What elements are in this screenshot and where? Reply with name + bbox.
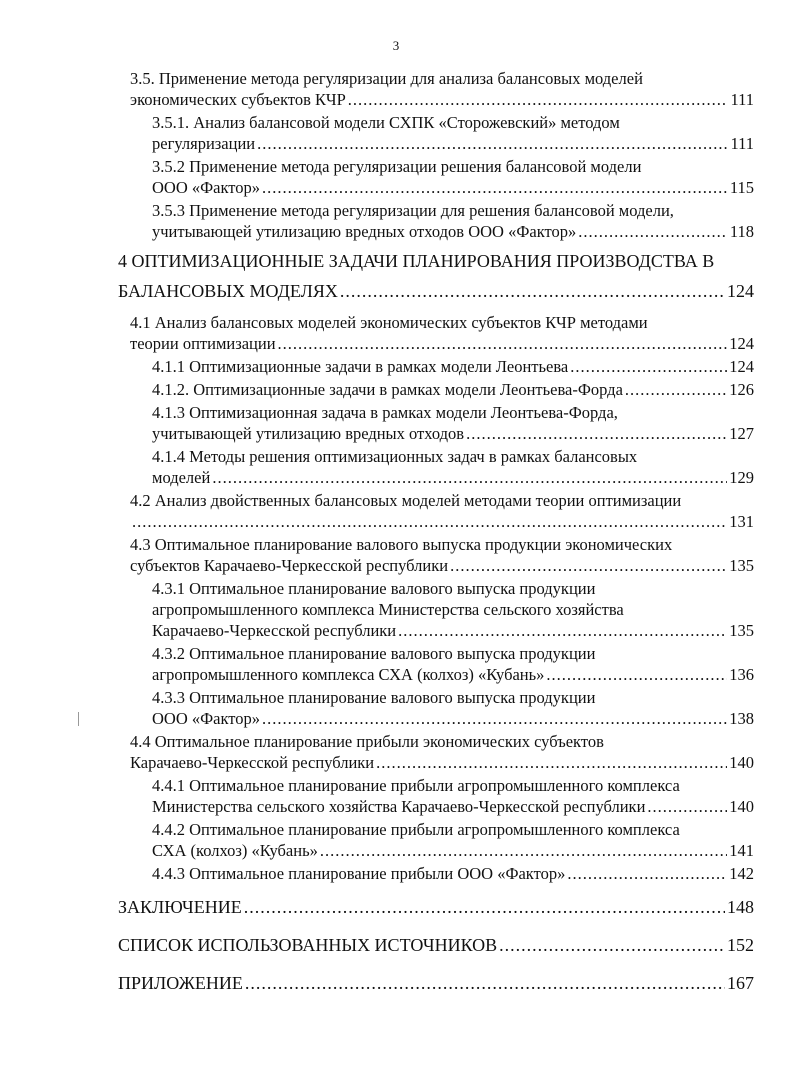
dot-leader — [647, 796, 727, 817]
toc-entry — [118, 156, 754, 198]
toc-entry-title-line: ЗАКЛЮЧЕНИЕ — [118, 897, 242, 917]
toc-entry-title-line: 4.3.1 Оптимальное планирование валового выпуска продукции — [152, 579, 596, 598]
toc-entry-title-line: 4.4 Оптимальное планирование прибыли экономических субъектов — [130, 732, 604, 751]
toc-page-number: 141 — [729, 841, 754, 860]
toc-entry — [118, 687, 754, 729]
toc-entry-title-line: агропромышленного комплекса Министерства сельского хозяйства — [152, 600, 624, 619]
toc-entry-title-line: теории оптимизации — [130, 334, 276, 353]
dot-leader — [262, 177, 728, 198]
table-of-contents — [118, 66, 754, 998]
toc-entry — [118, 356, 754, 377]
toc-entry-title-line: регуляризации — [152, 134, 256, 153]
toc-page-number: 135 — [729, 621, 754, 640]
toc-entry-title-line: Министерства сельского хозяйства Карачаево-Черкесской республики — [152, 797, 646, 816]
toc-entry-title-line: СХА (колхоз) «Кубань» — [152, 841, 318, 860]
toc-page-number: 115 — [729, 178, 754, 197]
toc-entry-title-line: учитывающей утилизацию вредных отходов ООО «Фактор» — [152, 222, 577, 241]
toc-entry — [118, 892, 754, 922]
dot-leader — [466, 423, 727, 444]
toc-entry-title-line: 4.1.1 Оптимизационные задачи в рамках модели Леонтьева — [152, 357, 569, 376]
dot-leader — [320, 840, 727, 861]
toc-entry-title-line: 3.5.3 Применение метода регуляризации для решения балансовой модели, — [152, 201, 674, 220]
toc-entry-title-line: 4.4.2 Оптимальное планирование прибыли агропромышленного комплекса — [152, 820, 680, 839]
toc-entry — [118, 446, 754, 488]
toc-entry — [118, 402, 754, 444]
toc-entry — [118, 312, 754, 354]
toc-page-number: 126 — [729, 380, 754, 399]
toc-entry — [118, 775, 754, 817]
toc-entry-title-line: экономических субъектов КЧР — [130, 90, 346, 109]
toc-page-number: 135 — [729, 556, 754, 575]
dot-leader — [578, 221, 728, 242]
toc-entry — [118, 490, 754, 532]
toc-entry-title-line: 4.3 Оптимальное планирование валового выпуска продукции экономических — [130, 535, 673, 554]
toc-entry-title-line: учитывающей утилизацию вредных отходов — [152, 424, 465, 443]
toc-entry-title-line: ООО «Фактор» — [152, 178, 261, 197]
toc-entry-title-line: 4.1.2. Оптимизационные задачи в рамках модели Леонтьева-Форда — [152, 380, 623, 399]
toc-page-number: 167 — [727, 973, 754, 993]
toc-entry-title-line: 4.1.3 Оптимизационная задача в рамках модели Леонтьева-Форда, — [152, 403, 618, 422]
toc-entry-title-line: 4 ОПТИМИЗАЦИОННЫЕ ЗАДАЧИ ПЛАНИРОВАНИЯ ПРОИЗВОДСТВА В — [118, 251, 715, 271]
dot-leader — [376, 752, 727, 773]
toc-entry-title-line: 4.3.2 Оптимальное планирование валового выпуска продукции — [152, 644, 596, 663]
toc-entry-title-line: Карачаево-Черкесской республики — [152, 621, 397, 640]
toc-entry — [118, 643, 754, 685]
toc-entry — [118, 819, 754, 861]
dot-leader — [132, 511, 727, 532]
dot-leader — [567, 863, 727, 884]
dot-leader — [398, 620, 727, 641]
toc-page-number: 148 — [727, 897, 754, 917]
toc-entry-title-line: 3.5.2 Применение метода регуляризации решения балансовой модели — [152, 157, 642, 176]
toc-entry-title-line: 4.3.3 Оптимальное планирование валового выпуска продукции — [152, 688, 596, 707]
toc-page-number: 131 — [729, 512, 754, 531]
toc-entry-title-line: 4.1 Анализ балансовых моделей экономических субъектов КЧР методами — [130, 313, 648, 332]
toc-entry — [118, 112, 754, 154]
dot-leader — [244, 892, 725, 922]
toc-entry-title-line: ООО «Фактор» — [152, 709, 261, 728]
toc-entry-title-line: 4.4.3 Оптимальное планирование прибыли ООО «Фактор» — [152, 864, 566, 883]
dot-leader — [499, 930, 725, 960]
toc-page-number: 111 — [730, 90, 754, 109]
toc-page-number: 129 — [729, 468, 754, 487]
toc-entry-title-line: моделей — [152, 468, 211, 487]
toc-entry-title-line: СПИСОК ИСПОЛЬЗОВАННЫХ ИСТОЧНИКОВ — [118, 935, 498, 955]
toc-page-number: 111 — [730, 134, 754, 153]
toc-page-number: 138 — [729, 709, 754, 728]
toc-entry-title-line: 3.5.1. Анализ балансовой модели СХПК «Сторожевский» методом — [152, 113, 620, 132]
toc-page-number: 118 — [729, 222, 754, 241]
toc-entry — [118, 863, 754, 884]
toc-page-number: 140 — [729, 797, 754, 816]
toc-entry-title-line: 4.2 Анализ двойственных балансовых моделей методами теории оптимизации — [130, 491, 682, 510]
toc-entry-title-line: 3.5. Применение метода регуляризации для анализа балансовых моделей — [130, 69, 643, 88]
dot-leader — [257, 133, 728, 154]
margin-mark — [78, 712, 79, 726]
toc-page-number: 142 — [729, 864, 754, 883]
dot-leader — [450, 555, 727, 576]
toc-entry — [118, 246, 754, 306]
toc-entry — [118, 534, 754, 576]
toc-entry-title-line: агропромышленного комплекса СХА (колхоз) «Кубань» — [152, 665, 545, 684]
toc-entry — [118, 968, 754, 998]
toc-entry — [118, 379, 754, 400]
toc-page-number: 152 — [727, 935, 754, 955]
dot-leader — [340, 276, 725, 306]
toc-entry-title-line: Карачаево-Черкесской республики — [130, 753, 375, 772]
dot-leader — [212, 467, 727, 488]
toc-entry — [118, 200, 754, 242]
dot-leader — [546, 664, 727, 685]
toc-page-number: 136 — [729, 665, 754, 684]
toc-page-number: 124 — [727, 281, 754, 301]
dot-leader — [625, 379, 727, 400]
dot-leader — [570, 356, 727, 377]
toc-page-number: 124 — [729, 357, 754, 376]
toc-entry-title-line: 4.1.4 Методы решения оптимизационных задач в рамках балансовых — [152, 447, 638, 466]
dot-leader — [262, 708, 727, 729]
toc-page-number: 124 — [729, 334, 754, 353]
toc-entry-title-line: субъектов Карачаево-Черкесской республики — [130, 556, 449, 575]
toc-entry — [118, 68, 754, 110]
toc-entry-title-line: БАЛАНСОВЫХ МОДЕЛЯХ — [118, 281, 338, 301]
toc-entry-title-line: 4.4.1 Оптимальное планирование прибыли агропромышленного комплекса — [152, 776, 680, 795]
dot-leader — [348, 89, 729, 110]
toc-page-number: 127 — [729, 424, 754, 443]
dot-leader — [245, 968, 725, 998]
toc-entry — [118, 731, 754, 773]
page-number: 3 — [392, 38, 400, 53]
toc-entry — [118, 930, 754, 960]
toc-entry — [118, 578, 754, 641]
toc-page-number: 140 — [729, 753, 754, 772]
dot-leader — [278, 333, 728, 354]
toc-entry-title-line: ПРИЛОЖЕНИЕ — [118, 973, 243, 993]
